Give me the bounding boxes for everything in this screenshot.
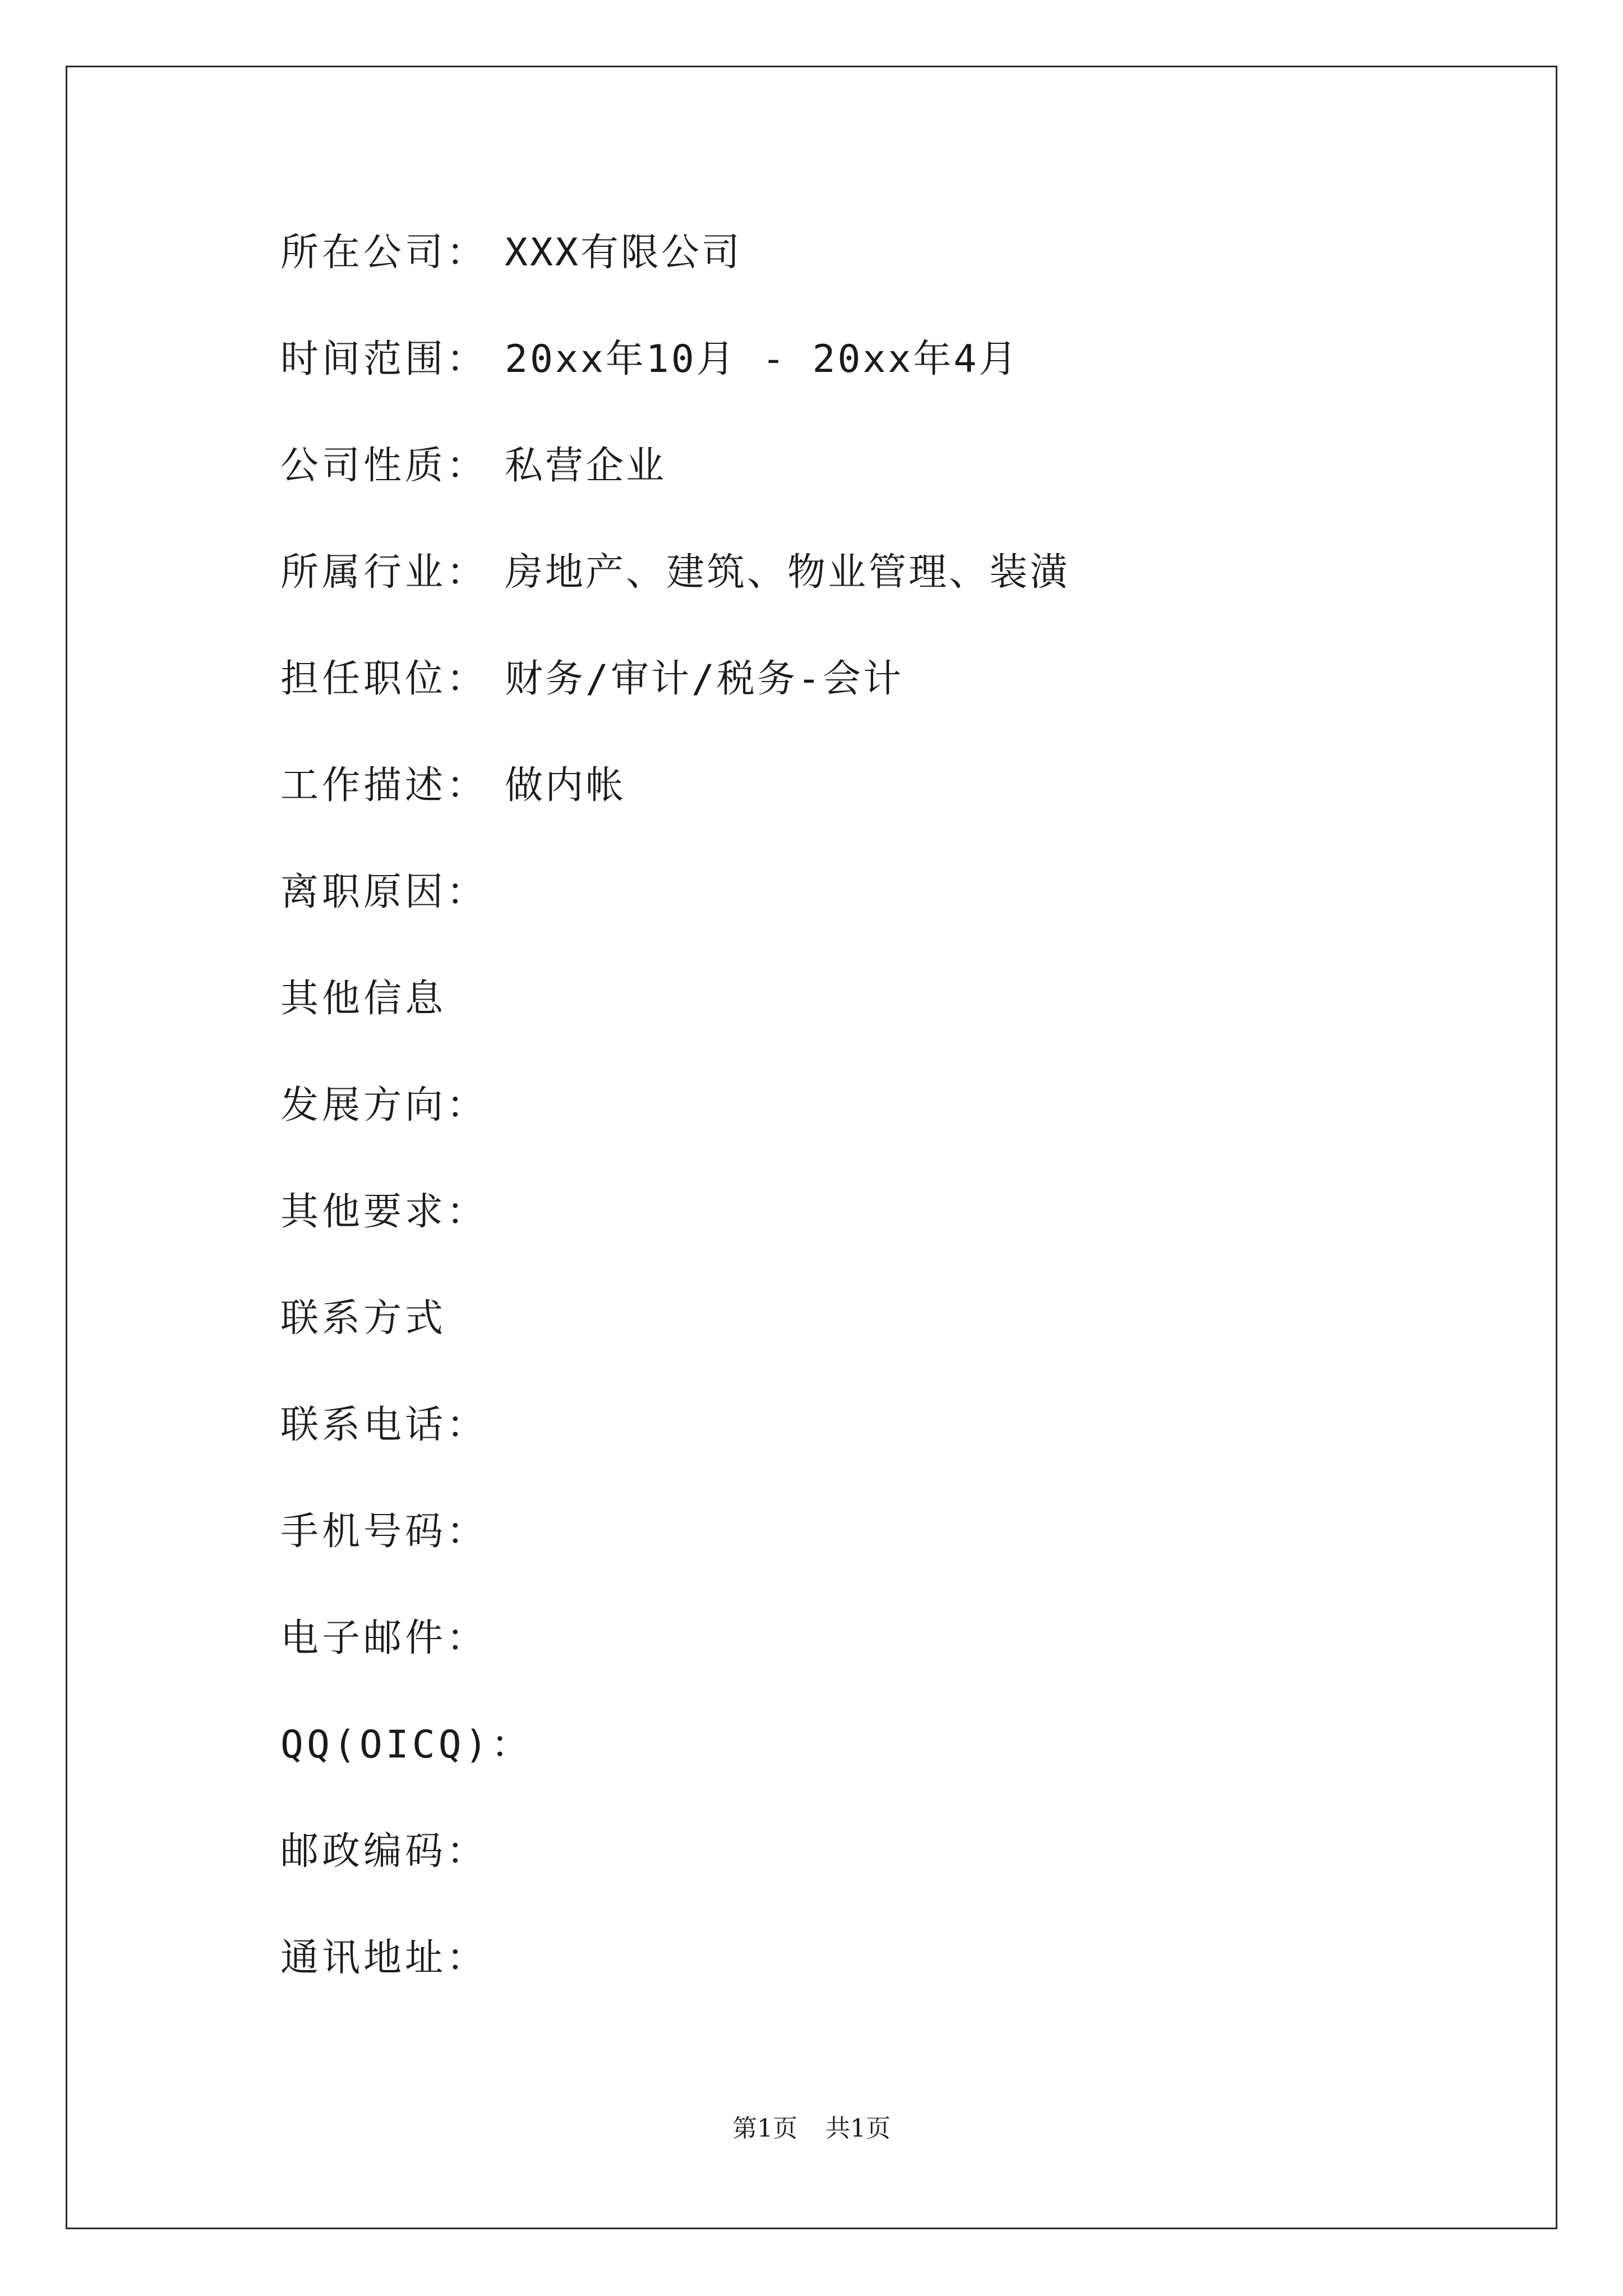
field-address [280, 1925, 1486, 2031]
field-other-requirements [280, 1179, 1486, 1285]
field-job-description [280, 752, 1486, 859]
section-other-info [280, 965, 1486, 1072]
field-qq [280, 1711, 1486, 1818]
field-label: 所属行业： [280, 550, 488, 595]
field-industry [280, 539, 1486, 646]
field-label: QQ(OICQ)： [280, 1723, 533, 1767]
field-postal-code [280, 1818, 1486, 1925]
field-label: 邮政编码： [280, 1829, 488, 1874]
page-total: 共1页 [826, 2114, 891, 2143]
field-value: 财务/审计/税务-会计 [505, 657, 903, 701]
field-label: 所在公司： [280, 231, 488, 275]
field-label: 公司性质： [280, 444, 488, 488]
section-contact [280, 1285, 1486, 1392]
page-footer [0, 2112, 1623, 2146]
field-value: 做内帐 [505, 763, 626, 808]
field-label: 离职原因： [280, 870, 488, 914]
field-label: 发展方向： [280, 1083, 488, 1128]
field-label: 其他要求： [280, 1190, 488, 1234]
section-heading: 联系方式 [280, 1296, 447, 1341]
field-company-type [280, 432, 1486, 539]
field-value: 20xx年10月 - 20xx年4月 [505, 337, 1020, 381]
field-position [280, 646, 1486, 752]
field-value: 私营企业 [505, 444, 667, 488]
field-label: 通讯地址： [280, 1936, 488, 1980]
field-phone [280, 1392, 1486, 1498]
field-label: 电子邮件： [280, 1616, 488, 1660]
page-number: 第1页 [732, 2114, 797, 2143]
field-label: 工作描述： [280, 763, 488, 808]
field-label: 手机号码： [280, 1510, 488, 1554]
field-leave-reason [280, 859, 1486, 965]
section-heading: 其他信息 [280, 977, 447, 1021]
field-label: 时间范围： [280, 337, 488, 381]
field-career-direction [280, 1072, 1486, 1179]
resume-fields [280, 219, 1486, 2031]
field-company [280, 219, 1486, 326]
field-mobile [280, 1498, 1486, 1605]
field-value: XXX有限公司 [505, 231, 742, 275]
field-label: 联系电话： [280, 1403, 488, 1447]
field-value: 房地产、建筑、物业管理、装潢 [505, 550, 1071, 595]
field-label: 担任职位： [280, 657, 488, 701]
field-time-range [280, 326, 1486, 432]
field-email [280, 1605, 1486, 1711]
